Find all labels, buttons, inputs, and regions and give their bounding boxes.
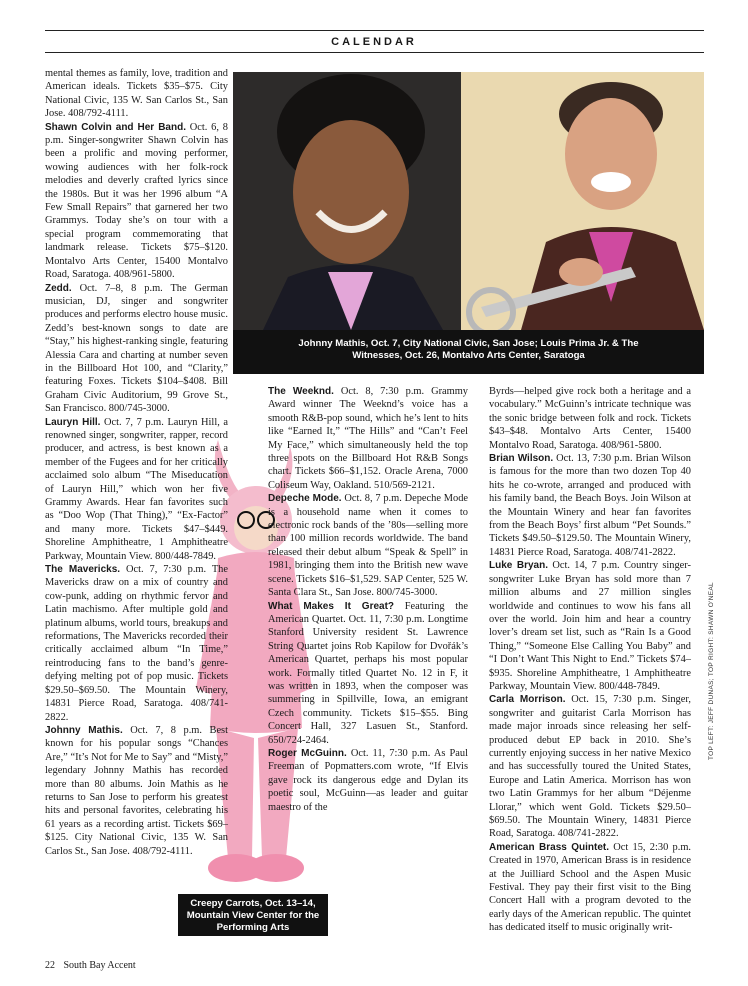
event-description: Oct. 7, 7:30 p.m. The Mavericks draw on a mix of country and cow-punk, adding on rhythmic fervor and Latin machismo. After multiple gold and platinum albums, world tours, breakups and reformations, The Mavericks recorded their critically acclaimed album “In Time,” reintroducing fans to the band’s genre-defying melting pot of pop music. Tickets $29.50–$69.50. The Mountain Winery, 14831 Pierce Road, Saratoga. 408/741-2822. — [45, 564, 228, 723]
event-description: mental themes as family, love, tradition and American ideals. Tickets $35–$75. City National Civic, 135 W. San Carlos St., San Jose. 408/792-4111. — [45, 68, 228, 120]
middle-column — [268, 385, 468, 814]
event-description: Byrds—helped give rock both a heritage and a vocabulary.” McGuinn’s intricate technique was the sonic bridge between folk and rock. Tickets $43–$48. Montalvo Arts Center, 15400 Montalvo Road, Saratoga. 408/961-5800. — [489, 386, 691, 451]
bunny-photo-caption: Creepy Carrots, Oct. 13–14, Mountain View Center for the Performing Arts — [178, 894, 328, 936]
event-title: Roger McGuinn. — [268, 747, 347, 759]
event-description: Oct. 7–8, 8 p.m. The German musician, DJ, singer and songwriter produces and performs electro house music. Zedd’s best-known songs to date are “Stay,” his highest-ranking single, featuring Alessia Cara and charting at number seven in the Billboard Hot 100, and “Clarity,” featuring Foxes. Tickets $104–$408. Bill Graham Civic Auditorium, 99 Grove St., San Francisco. 800/745-3000. — [45, 282, 228, 415]
event-title: Zedd. — [45, 282, 72, 294]
event-description: Oct. 8, 7 p.m. Depeche Mode is a household name when it comes to electronic rock bands of the ’80s—selling more than 100 million records worldwide. The band released their debut album “Speak & Spell” in 1981, bringing them into the British new wave scene. Tickets $16–$1,529. SAP Center, 525 W. Santa Clara St., San Jose. 800/745-3000. — [268, 493, 468, 599]
calendar-entry — [489, 841, 691, 935]
right-column — [489, 385, 691, 935]
calendar-entry — [268, 600, 468, 747]
calendar-entry — [45, 121, 228, 282]
calendar-entry — [489, 452, 691, 559]
event-title: What Makes It Great? — [268, 600, 395, 612]
event-description: Oct. 7, 7 p.m. Lauryn Hill, a renowned singer, songwriter, rapper, record producer, and actress, is best known as a member of the Fugees and for her critically acclaimed solo album “The Miseducation of Lauryn Hill,” which won her five Grammy Awards. Hear fan favorites such as “Doo Wop (That Thing),” “Ex-Factor” and many more. Tickets $47–$449. Shoreline Amphitheatre, 1 Amphitheatre Parkway, Mountain View. 800/448-7849. — [45, 416, 229, 562]
event-title: Johnny Mathis. — [45, 724, 123, 736]
event-title: Luke Bryan. — [489, 560, 548, 572]
top-rule — [45, 30, 704, 31]
calendar-entry — [268, 747, 468, 814]
event-description: Oct. 6, 8 p.m. Singer-songwriter Shawn Colvin has been a prolific and moving performer, wowing audiences with her folk-rock melodies and deverly crafted lyrics since the 1980s. But it was her 1996 album “A Few Small Repairs” that garnered her two Grammys. Today she’s on tour with a special program commemorating that landmark release. Tickets $75–$120. Montalvo Arts Center, 15400 Montalvo Road, Saratoga. 408/961-5800. — [45, 121, 228, 281]
top-photo-caption: Johnny Mathis, Oct. 7, City National Civic, San Jose; Louis Prima Jr. & The Witnesses, Oct. 26, Montalvo Arts Center, Saratoga — [233, 330, 704, 374]
event-description: Oct. 13, 7:30 p.m. Brian Wilson is famous for the more than two dozen Top 40 hits he co-wrote, arranged and produced with his family band, the Beach Boys. Join Wilson at the Mountain Winery and hear fan favorites from the Beach Boys’ first album “Pet Sounds.” Tickets $49.50–$129.50. The Mountain Winery, 14831 Pierce Road, Saratoga. 408/741-2822. — [489, 453, 691, 558]
event-title: American Brass Quintet. — [489, 841, 610, 853]
event-description: Oct. 7, 8 p.m. Best known for his popular songs “Chances Are,” “It’s Not for Me to Say” and “Misty,” legendary Johnny Mathis has recorded more than 80 albums. Join Mathis as he returns to San Jose to perform his greatest hits and personal favorites, celebrating his 61 years as a recording artist. Tickets $69–$125. City National Civic, 135 W. San Carlos St., San Jose. 408/792-4111. — [45, 724, 228, 857]
photo-credit: TOP LEFT: JEFF DUNAS; TOP RIGHT: SHAWN O'NEAL — [708, 582, 715, 760]
calendar-entry — [45, 282, 228, 416]
calendar-entry — [489, 693, 691, 840]
event-title: Shawn Colvin and Her Band. — [45, 121, 186, 133]
event-description: Oct. 15, 7:30 p.m. Singer, songwriter and guitarist Carla Morrison has made major inroads since releasing her self-produced debut EP back in 2010. She’s currently enjoying success in her native Mexico and has successfully toured the United States, Europe and Latin America. Morrison has won two Latin Grammys for her album “Déjenme Llorar,” which went Gold. Tickets $29.50–$69.50. The Mountain Winery, 14831 Pierce Road, Saratoga. 408/741-2822. — [489, 694, 691, 840]
louis-prima-jr-photo — [461, 72, 704, 330]
calendar-entry — [45, 724, 228, 858]
calendar-entry — [489, 385, 691, 452]
event-title: Brian Wilson. — [489, 453, 554, 465]
calendar-entry — [45, 67, 228, 121]
event-description: Oct. 14, 7 p.m. Country singer-songwriter Luke Bryan has sold more than 7 million albums and 27 million singles worldwide and continues to wow his fans all over the world. Join him and hear a country lover’s dream set list, such as “Rain Is a Good Thing,” “Someone Else Calling You Baby” and “I Don’t Want This Night to End.” Tickets $74–$935. Shoreline Amphitheatre, 1 Amphitheatre Parkway, Mountain View. 800/448-7849. — [489, 560, 692, 692]
calendar-entry — [268, 492, 468, 599]
calendar-entry — [489, 559, 691, 693]
event-description: Oct. 11, 7:30 p.m. As Paul Freeman of Popmatters.com wrote, “If Elvis gave rock its dangerous edge and Dylan its poetic soul, McGuinn—as leader and guitar maestro of the — [268, 747, 468, 813]
calendar-entry — [45, 416, 228, 563]
page-number: 22 — [45, 960, 55, 971]
event-description: Featuring the American Quartet. Oct. 11, 7:30 p.m. Longtime Stanford University resident St. Lawrence String Quartet joins Rob Kapilow for Dvořák’s American Quartet, perhaps his most popular work. Formally titled Quartet No. 12 in F, it was written in 1893, when the composer was summering in Spillville, Iowa, an emigrant Czech community. Tickets $15–$55. Bing Concert Hall, 327 Lasuen St., Stanford. 650/724-2464. — [268, 600, 468, 746]
event-title: The Weeknd. — [268, 386, 334, 397]
event-description: Oct 15, 2:30 p.m. Created in 1970, American Brass is in residence at the Juilliard School and the Aspen Music Festival. They pay their first visit to the Bing Concert Hall with a program devoted to the early days of the American republic. The quintet has dedicated itself to music originally writ- — [489, 841, 691, 934]
calendar-entry — [268, 385, 468, 492]
event-title: Carla Morrison. — [489, 694, 566, 706]
magazine-name: South Bay Accent — [63, 960, 136, 971]
event-title: Lauryn Hill. — [45, 416, 101, 428]
event-title: Depeche Mode. — [268, 493, 342, 505]
event-title: The Mavericks. — [45, 564, 121, 576]
left-column — [45, 67, 228, 858]
section-header: CALENDAR — [331, 36, 417, 48]
calendar-entry — [45, 563, 228, 724]
header-rule — [45, 52, 704, 53]
johnny-mathis-photo — [233, 72, 461, 330]
page-footer — [45, 960, 142, 971]
event-description: Oct. 8, 7:30 p.m. Grammy Award winner The Weeknd’s voice has a smooth R&B-pop sound, which he’s lent to hits like “Earned It,” “The Hills” and “Can’t Feel My Face,” which simultaneously held the top three spots on the Billboard Hot R&B Songs chart. Tickets $66–$1,152. Oracle Arena, 7000 Coliseum Way, Oakland. 510/569-2121. — [268, 386, 468, 491]
